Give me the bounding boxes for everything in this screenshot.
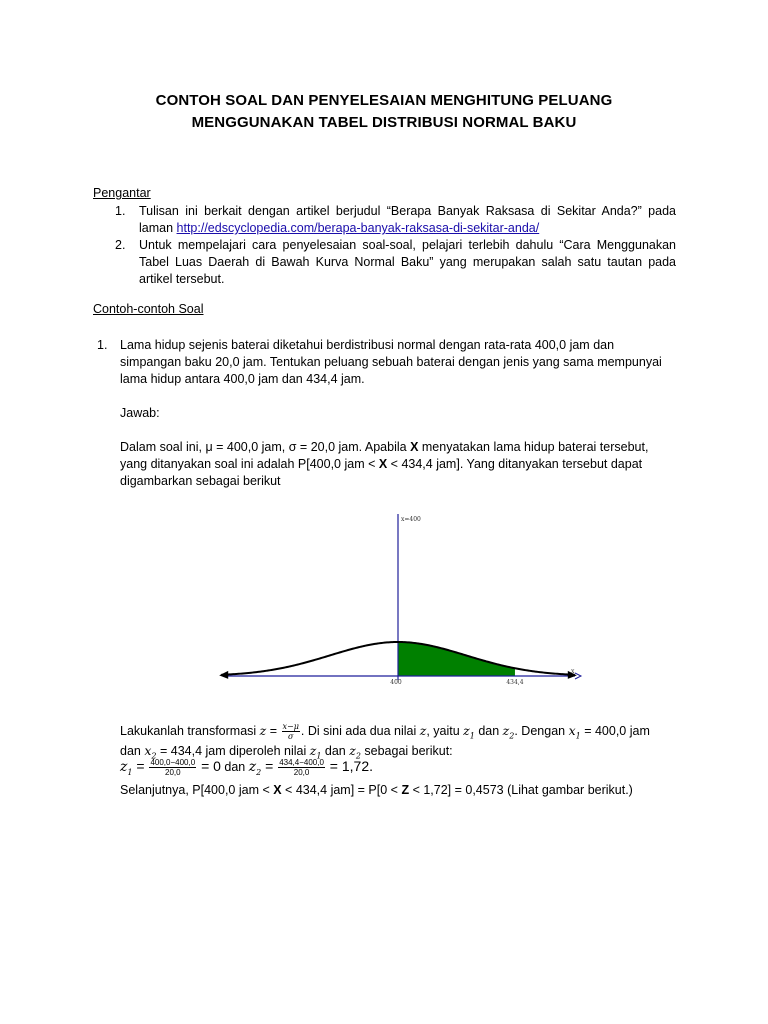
conjunction-text: dan	[220, 760, 249, 775]
given-text: Dalam soal ini, μ = 400,0 jam, σ = 20,0 jam. Apabila	[120, 440, 411, 454]
intro-item-1	[93, 203, 676, 237]
document-title	[0, 90, 768, 134]
question-text: Lama hidup sejenis baterai diketahui berdistribusi normal dengan rata-rata 400,0 jam dan simpangan baku 20,0 jam. Tentukan peluang sebuah baterai dengan jenis yang sama mempunyai lama hidup antara 400,0 jam dan 434,4 jam.	[120, 338, 662, 386]
transform-text: = 434,4 jam diperoleh nilai	[156, 744, 310, 758]
intro-heading: Pengantar	[93, 186, 151, 200]
intro-item-number: 2.	[115, 238, 126, 252]
article-link[interactable]: http://edscyclopedia.com/berapa-banyak-raksasa-di-sekitar-anda/	[176, 221, 540, 235]
variable-z: Z	[401, 783, 410, 797]
transform-text: , yaitu	[426, 724, 464, 738]
intro-item-2	[93, 237, 676, 288]
var-z2: $z_2$	[502, 723, 515, 741]
intro-item-text: Tulisan ini berkait dengan artikel berjudul “Berapa Banyak Raksasa di Sekitar Anda?” pada laman	[139, 204, 676, 235]
x-axis-arrow	[575, 673, 581, 679]
variable-x: X	[273, 783, 282, 797]
z1-result: = 0	[201, 758, 221, 775]
z1-fraction	[149, 758, 196, 777]
z2-fraction	[278, 758, 325, 777]
intro-item-text: Untuk mempelajari cara penyelesaian soal-soal, pelajari terlebih dahulu “Cara Menggunakan Tabel Luas Daerah di Bawah Kurva Normal Baku” yang merupakan salah satu tautan pada artikel tersebut.	[139, 238, 676, 286]
conclusion-text: Selanjutnya, P[400,0 jam <	[120, 783, 274, 797]
transform-text: dan	[474, 724, 503, 738]
transform-line-1: Lakukanlah transformasi z = $\frac{x-\mu}{\sigma}$ . Di sini ada dua nilai z, yaitu $z_1$ dan $z_2$. Dengan $x_1 = 400,0$ jam	[120, 722, 650, 742]
transform-text: . Dengan	[514, 724, 569, 738]
var-z2: $z_2$	[349, 743, 361, 761]
var-z1: $z_1$	[463, 723, 475, 741]
transform-text: . Di sini ada dua nilai	[300, 724, 420, 738]
fraction-denominator: 20,0	[165, 768, 181, 777]
examples-heading: Contoh-contoh Soal	[93, 302, 204, 316]
var-x2: $x_2$	[144, 743, 157, 761]
fraction-denominator: 20,0	[293, 768, 310, 777]
question-body	[120, 337, 676, 490]
x-axis-label: x	[571, 668, 575, 675]
transform-text: dan	[321, 744, 350, 758]
tick-label-434-4: 434,4	[506, 679, 524, 686]
var-z: z	[259, 723, 267, 738]
var-z1: $z_1$	[120, 759, 133, 777]
variable-x: X	[410, 440, 419, 454]
var-z2: $z_2$	[248, 759, 262, 777]
question-1	[93, 337, 676, 490]
fraction-numerator: 400,0−400,0	[150, 758, 196, 767]
curve-left-arrow	[219, 671, 228, 679]
var-x1: $x_1$	[568, 723, 581, 741]
var-z: z	[419, 723, 427, 738]
tick-label-400: 400	[390, 679, 402, 686]
z-equations: $z_1$ = $\frac{400,0-400,0}{20,0}$ = 0 dan $z_2$ = $\frac{434,4-400,0}{20,0}$ = 1,72.	[120, 758, 373, 777]
transform-text: Lakukanlah transformasi	[120, 724, 260, 738]
given-text: menyatakan lama hidup baterai tersebut, yang ditanyakan soal ini adalah P[400,0 jam <	[120, 440, 649, 471]
title-line-2: MENGGUNAKAN TABEL DISTRIBUSI NORMAL BAKU	[191, 114, 577, 131]
intro-item-number: 1.	[115, 204, 126, 218]
answer-label: Jawab:	[120, 406, 160, 420]
normal-curve-figure	[215, 508, 585, 698]
transform-text: sebagai berikut:	[360, 744, 453, 758]
conclusion-line	[120, 782, 633, 799]
title-line-1: CONTOH SOAL DAN PENYELESAIAN MENGHITUNG PELUANG	[155, 92, 613, 109]
transform-text: dan	[120, 744, 145, 758]
given-paragraph	[120, 439, 676, 490]
given-text: < 434,4 jam]. Yang ditanyakan tersebut dapat digambarkan sebagai berikut	[120, 457, 643, 488]
intro-list	[93, 203, 676, 288]
var-z1: $z_1$	[309, 743, 322, 761]
fraction-numerator: x−μ	[282, 722, 299, 732]
normal-curve-svg	[215, 508, 585, 698]
shaded-area	[398, 642, 515, 676]
transform-text: = 400,0 jam	[580, 724, 650, 738]
question-number: 1.	[97, 338, 108, 352]
y-axis-label: x=400	[401, 516, 421, 523]
fraction-numerator: 434,4−400,0	[279, 758, 324, 767]
fraction-x-mu-sigma	[282, 722, 300, 741]
z2-result: = 1,72.	[329, 758, 373, 775]
fraction-denominator: σ	[287, 732, 294, 742]
variable-x: X	[378, 457, 388, 471]
conclusion-text: < 434,4 jam] = P[0 <	[281, 783, 402, 797]
conclusion-text: < 1,72] = 0,4573 (Lihat gambar berikut.)	[409, 783, 633, 797]
